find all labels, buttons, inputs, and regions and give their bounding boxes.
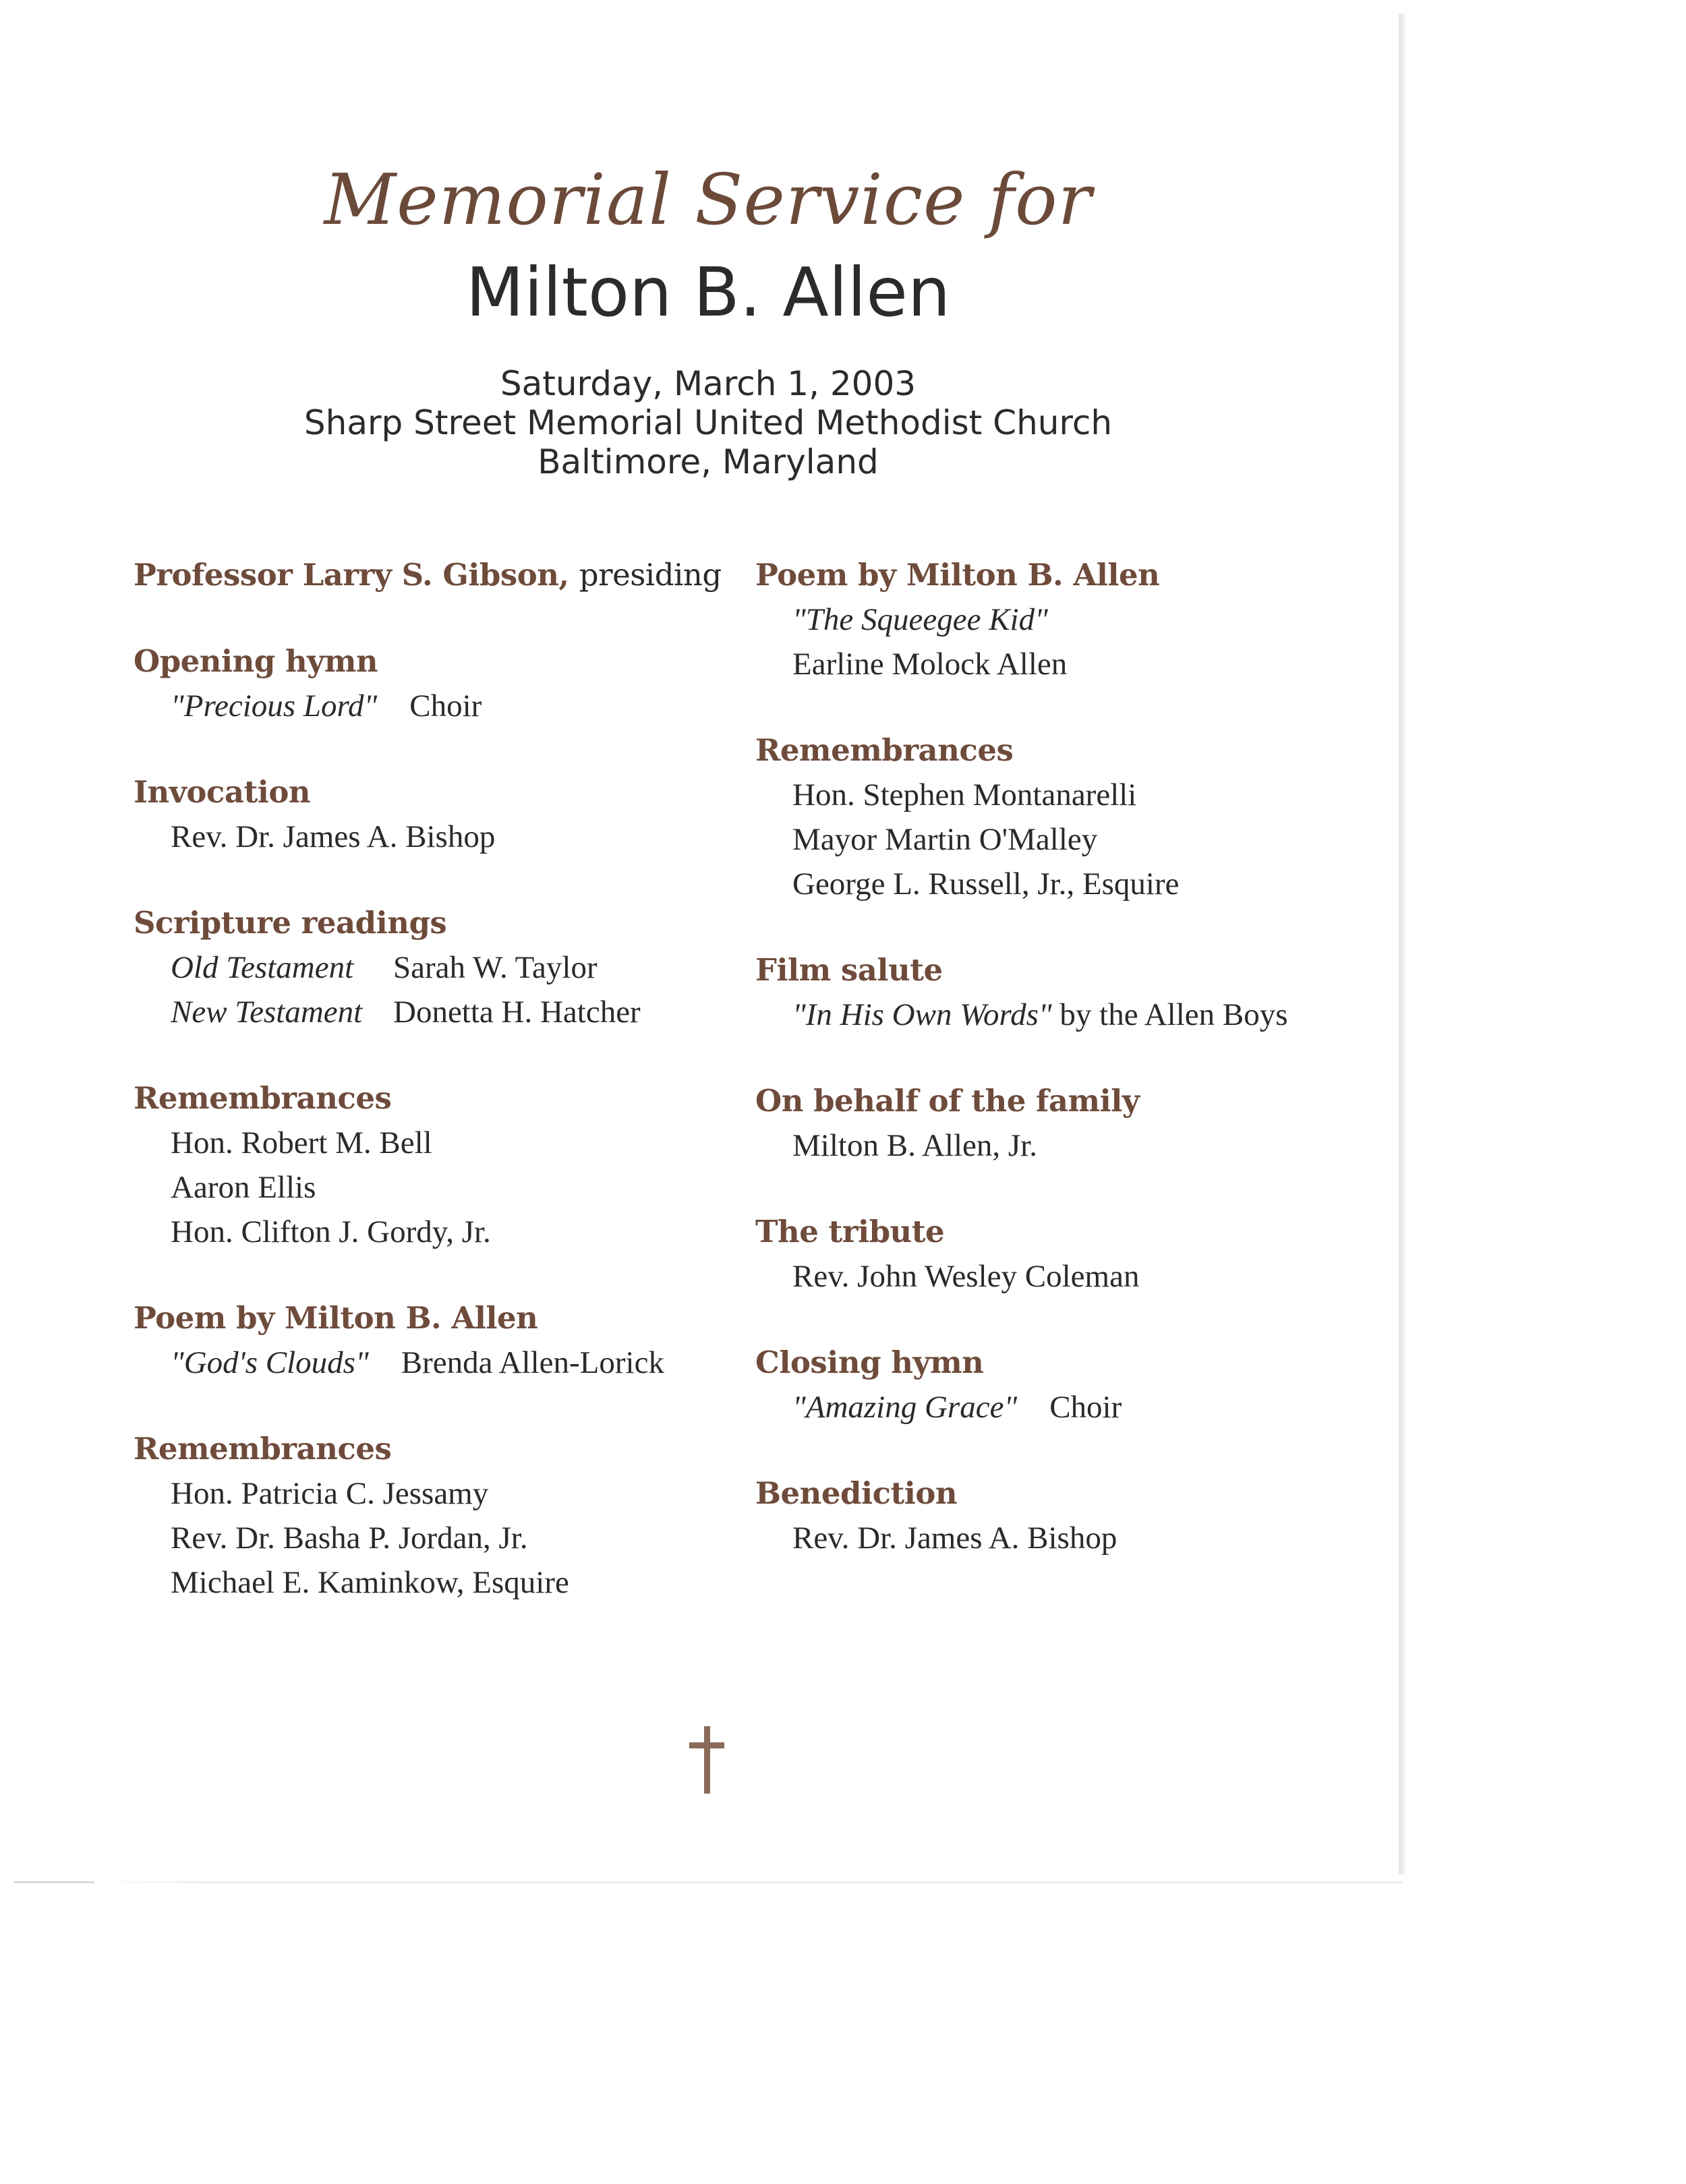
poem-heading: Poem by Milton B. Allen (755, 557, 1160, 593)
closing-hymn-heading: Closing hymn (755, 1345, 984, 1380)
benediction-person: Rev. Dr. James A. Bishop (792, 1521, 1117, 1556)
scripture-label: New Testament (171, 995, 363, 1030)
remembrance-speaker: Mayor Martin O'Malley (792, 822, 1098, 857)
remembrance-speaker: Michael E. Kaminkow, Esquire (171, 1565, 569, 1600)
tribute-speaker: Rev. John Wesley Coleman (792, 1259, 1140, 1294)
remembrances-section-3 (755, 728, 1376, 906)
opening-hymn-section (134, 639, 727, 728)
remembrance-speaker: Rev. Dr. Basha P. Jordan, Jr. (171, 1521, 528, 1556)
scripture-row (134, 945, 727, 990)
poem-reader: Brenda Allen-Lorick (401, 1345, 664, 1380)
closing-hymn-section (755, 1340, 1376, 1429)
scripture-row (134, 990, 727, 1034)
opening-hymn-title: "Precious Lord" (171, 688, 378, 724)
invocation-heading: Invocation (134, 774, 311, 810)
paper-edge-bottom (13, 1881, 1403, 1883)
invocation-section (134, 770, 727, 859)
remembrances-section-2 (134, 1427, 727, 1605)
remembrance-speaker: Aaron Ellis (171, 1170, 316, 1205)
poem-section-1 (134, 1296, 727, 1385)
presiding-name: Professor Larry S. Gibson, (134, 557, 569, 593)
remembrance-speaker: Hon. Patricia C. Jessamy (171, 1476, 489, 1511)
cross-icon (687, 1726, 727, 1794)
honoree-name: Milton B. Allen (465, 253, 951, 332)
film-salute-line (755, 993, 1376, 1037)
family-heading: On behalf of the family (755, 1083, 1140, 1119)
remembrances-section-1 (134, 1076, 727, 1254)
presiding-role: presiding (579, 557, 722, 593)
benediction-heading: Benediction (755, 1475, 958, 1511)
scripture-label: Old Testament (171, 950, 354, 985)
poem-title: "The Squeegee Kid" (792, 602, 1048, 637)
opening-hymn-performer: Choir (409, 688, 482, 724)
family-section (755, 1079, 1376, 1168)
remembrances-heading: Remembrances (134, 1080, 392, 1116)
scripture-section (134, 901, 727, 1034)
tribute-heading: The tribute (755, 1214, 945, 1249)
scripture-reader: Donetta H. Hatcher (393, 995, 641, 1030)
scripture-reader: Sarah W. Taylor (393, 950, 598, 985)
script-title: Memorial Service for (324, 158, 1093, 241)
closing-hymn-title: "Amazing Grace" (792, 1390, 1018, 1425)
remembrances-heading: Remembrances (134, 1431, 392, 1467)
service-date: Saturday, March 1, 2003 (500, 364, 917, 403)
film-salute-section (755, 948, 1376, 1037)
service-venue: Sharp Street Memorial United Methodist Church (303, 403, 1113, 442)
remembrance-speaker: George L. Russell, Jr., Esquire (792, 866, 1180, 902)
opening-hymn-heading: Opening hymn (134, 643, 378, 679)
poem-heading: Poem by Milton B. Allen (134, 1300, 538, 1336)
presiding-section (134, 553, 727, 597)
film-salute-heading: Film salute (755, 952, 943, 988)
tribute-section (755, 1210, 1376, 1299)
program-right-column (755, 553, 1376, 1602)
remembrances-heading: Remembrances (755, 732, 1014, 768)
film-credit: by the Allen Boys (1059, 997, 1288, 1032)
closing-hymn-line (755, 1385, 1376, 1429)
program-left-column (134, 553, 727, 1647)
poem-reader: Earline Molock Allen (792, 647, 1068, 682)
remembrance-speaker: Hon. Stephen Montanarelli (792, 777, 1137, 813)
poem-section-2 (755, 553, 1376, 686)
scripture-heading: Scripture readings (134, 905, 447, 941)
poem-title: "God's Clouds" (171, 1345, 369, 1380)
opening-hymn-line (134, 684, 727, 728)
poem-line (134, 1340, 727, 1385)
film-title: "In His Own Words" (792, 997, 1052, 1032)
benediction-section (755, 1471, 1376, 1560)
presiding-heading (134, 553, 727, 597)
family-speaker: Milton B. Allen, Jr. (792, 1128, 1037, 1163)
remembrance-speaker: Hon. Robert M. Bell (171, 1125, 432, 1160)
closing-hymn-performer: Choir (1049, 1390, 1122, 1425)
remembrance-speaker: Hon. Clifton J. Gordy, Jr. (171, 1214, 491, 1249)
service-location: Baltimore, Maryland (537, 442, 879, 481)
invocation-person: Rev. Dr. James A. Bishop (171, 819, 496, 854)
